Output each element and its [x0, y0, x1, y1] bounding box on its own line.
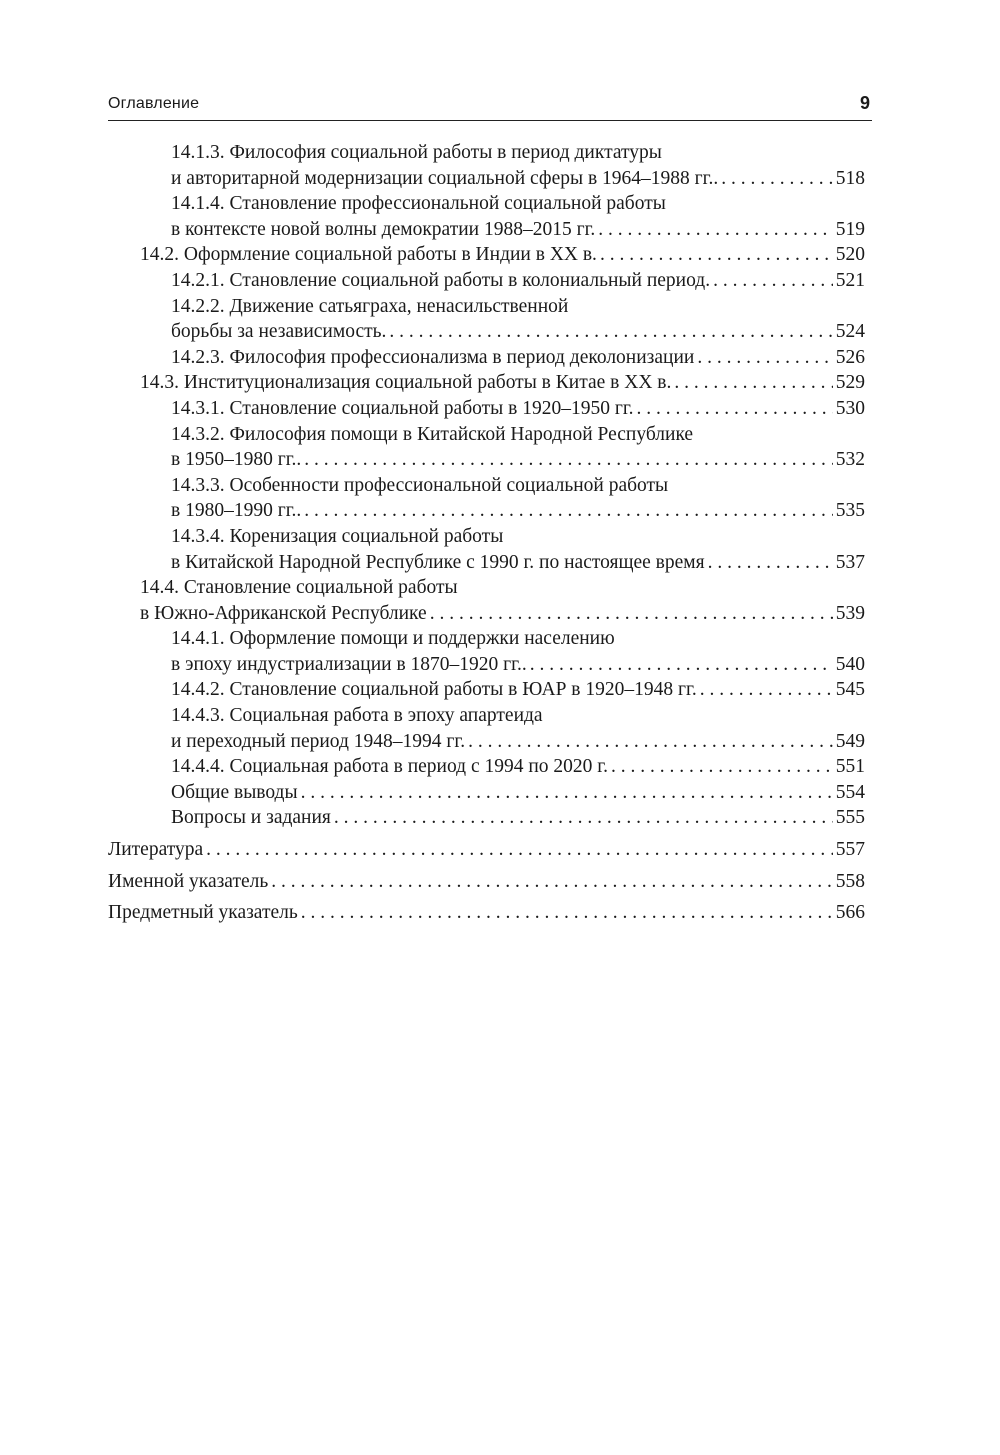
dot-leader — [334, 805, 833, 831]
toc-page-number: 540 — [835, 653, 865, 675]
dot-leader — [304, 498, 832, 524]
toc-entry-title: 14.2.1. Становление социальной работы в колониальный период. — [171, 269, 711, 291]
toc-page-number: 530 — [835, 397, 865, 419]
toc-entry-title: Общие выводы — [171, 781, 298, 803]
dot-leader — [598, 217, 832, 243]
dot-leader — [430, 601, 833, 627]
toc-entry-title: 14.1.4. Становление профессиональной социальной работы — [171, 193, 666, 215]
toc-entry[interactable] — [108, 447, 865, 473]
toc-entry-title: в Китайской Народной Республике с 1990 г. по настоящее время — [171, 551, 705, 573]
dot-leader — [600, 242, 833, 268]
dot-leader — [301, 900, 833, 926]
toc-entry-title: Предметный указатель — [108, 902, 298, 924]
toc-entry[interactable] — [108, 217, 865, 243]
toc-page-number: 545 — [835, 679, 865, 701]
toc-entry-title: 14.4.1. Оформление помощи и поддержки населению — [171, 628, 615, 650]
running-header — [108, 92, 872, 121]
toc-entry-title: в 1950–1980 гг.. — [171, 449, 302, 471]
toc-entry[interactable] — [108, 498, 865, 524]
toc-entry-line — [108, 473, 865, 499]
toc-entry-title: в контексте новой волны демократии 1988–2015 гг. — [171, 218, 596, 240]
toc-page-number: 518 — [835, 167, 865, 189]
toc-entry[interactable] — [108, 780, 865, 806]
toc-entry[interactable] — [108, 166, 865, 192]
toc-entry[interactable] — [108, 550, 865, 576]
toc-page-number: 519 — [835, 218, 865, 240]
dot-leader — [708, 550, 833, 576]
toc-page-number: 520 — [835, 244, 865, 266]
toc-entry-title: 14.4. Становление социальной работы — [140, 577, 458, 599]
toc-entry-title: 14.2.2. Движение сатьяграха, ненасильственной — [171, 295, 569, 317]
toc-entry-title: 14.4.2. Становление социальной работы в ЮАР в 1920–1948 гг. — [171, 679, 697, 701]
toc-entry[interactable] — [108, 345, 865, 371]
toc-entry-line — [108, 422, 865, 448]
toc-entry[interactable] — [108, 677, 865, 703]
toc-entry-title: 14.2.3. Философия профессионализма в период деколонизации — [171, 346, 695, 368]
toc-entry-title: в эпоху индустриализации в 1870–1920 гг.. — [171, 653, 527, 675]
toc-entry-title: 14.3.2. Философия помощи в Китайской Народной Республике — [171, 423, 694, 445]
toc-entry[interactable] — [108, 837, 865, 863]
toc-entry-title: 14.4.4. Социальная работа в период с 1994 по 2020 г. — [171, 756, 608, 778]
toc-entry-title: в 1980–1990 гг.. — [171, 500, 302, 522]
toc-entry[interactable] — [108, 754, 865, 780]
dot-leader — [301, 780, 833, 806]
toc-entry[interactable] — [108, 869, 865, 895]
toc-entry-title: Именной указатель — [108, 870, 269, 892]
toc-entry-line — [108, 191, 865, 217]
dot-leader — [206, 837, 833, 863]
page-number: 9 — [859, 93, 870, 113]
toc-entry[interactable] — [108, 601, 865, 627]
dot-leader — [530, 652, 833, 678]
toc-entry-line — [108, 524, 865, 550]
toc-entry-line — [108, 140, 865, 166]
toc-entry-title: борьбы за независимость. — [171, 321, 387, 343]
toc-page-number: 551 — [835, 756, 865, 778]
toc-entry-title: в Южно-Африканской Республике — [140, 602, 427, 624]
toc-entry-title: и авторитарной модернизации социальной сферы в 1964–1988 гг.. — [171, 167, 719, 189]
toc-entry-title: Вопросы и задания — [171, 807, 331, 829]
dot-leader — [700, 677, 833, 703]
toc-page-number: 521 — [835, 269, 865, 291]
toc-entry-title: 14.2. Оформление социальной работы в Индии в XX в. — [140, 244, 597, 266]
toc-page-number: 554 — [835, 781, 865, 803]
toc-entry-title: 14.3.3. Особенности профессиональной социальной работы — [171, 474, 669, 496]
dot-leader — [304, 447, 832, 473]
dot-leader — [637, 396, 833, 422]
toc-page-number: 535 — [835, 500, 865, 522]
toc-page-number: 537 — [835, 551, 865, 573]
toc-page-number: 558 — [835, 870, 865, 892]
toc-entry[interactable] — [108, 652, 865, 678]
toc-entry-title: 14.3.1. Становление социальной работы в 1920–1950 гг. — [171, 397, 634, 419]
table-of-contents — [108, 140, 865, 926]
toc-entry[interactable] — [108, 268, 865, 294]
dot-leader — [468, 729, 833, 755]
toc-page-number: 524 — [835, 321, 865, 343]
dot-leader — [697, 345, 832, 371]
toc-page-number: 557 — [835, 839, 865, 861]
toc-page-number: 532 — [835, 449, 865, 471]
toc-entry-line — [108, 294, 865, 320]
toc-page-number: 566 — [835, 902, 865, 924]
toc-entry-title: Литература — [108, 839, 204, 861]
dot-leader — [721, 166, 833, 192]
toc-page-number: 555 — [835, 807, 865, 829]
toc-entry[interactable] — [108, 900, 865, 926]
dot-leader — [611, 754, 833, 780]
toc-entry-title: 14.4.3. Социальная работа в эпоху апартеида — [171, 705, 543, 727]
toc-entry-title: 14.3.4. Коренизация социальной работы — [171, 525, 504, 547]
toc-page-number: 529 — [835, 372, 865, 394]
dot-leader — [713, 268, 833, 294]
toc-entry[interactable] — [108, 242, 865, 268]
toc-entry[interactable] — [108, 805, 865, 831]
dot-leader — [389, 319, 832, 345]
toc-entry[interactable] — [108, 396, 865, 422]
toc-entry[interactable] — [108, 729, 865, 755]
running-header-title: Оглавление — [108, 95, 200, 112]
toc-page-number: 526 — [835, 346, 865, 368]
toc-page-number: 539 — [835, 602, 865, 624]
toc-entry-line — [108, 575, 865, 601]
toc-entry-line — [108, 626, 865, 652]
toc-entry[interactable] — [108, 370, 865, 396]
toc-entry[interactable] — [108, 319, 865, 345]
toc-entry-title: и переходный период 1948–1994 гг. — [171, 730, 466, 752]
toc-entry-title: 14.1.3. Философия социальной работы в период диктатуры — [171, 142, 662, 163]
dot-leader — [271, 869, 833, 895]
dot-leader — [674, 370, 832, 396]
toc-page-number: 549 — [835, 730, 865, 752]
toc-entry-line — [108, 703, 865, 729]
toc-entry-title: 14.3. Институционализация социальной работы в Китае в XX в. — [140, 372, 672, 394]
